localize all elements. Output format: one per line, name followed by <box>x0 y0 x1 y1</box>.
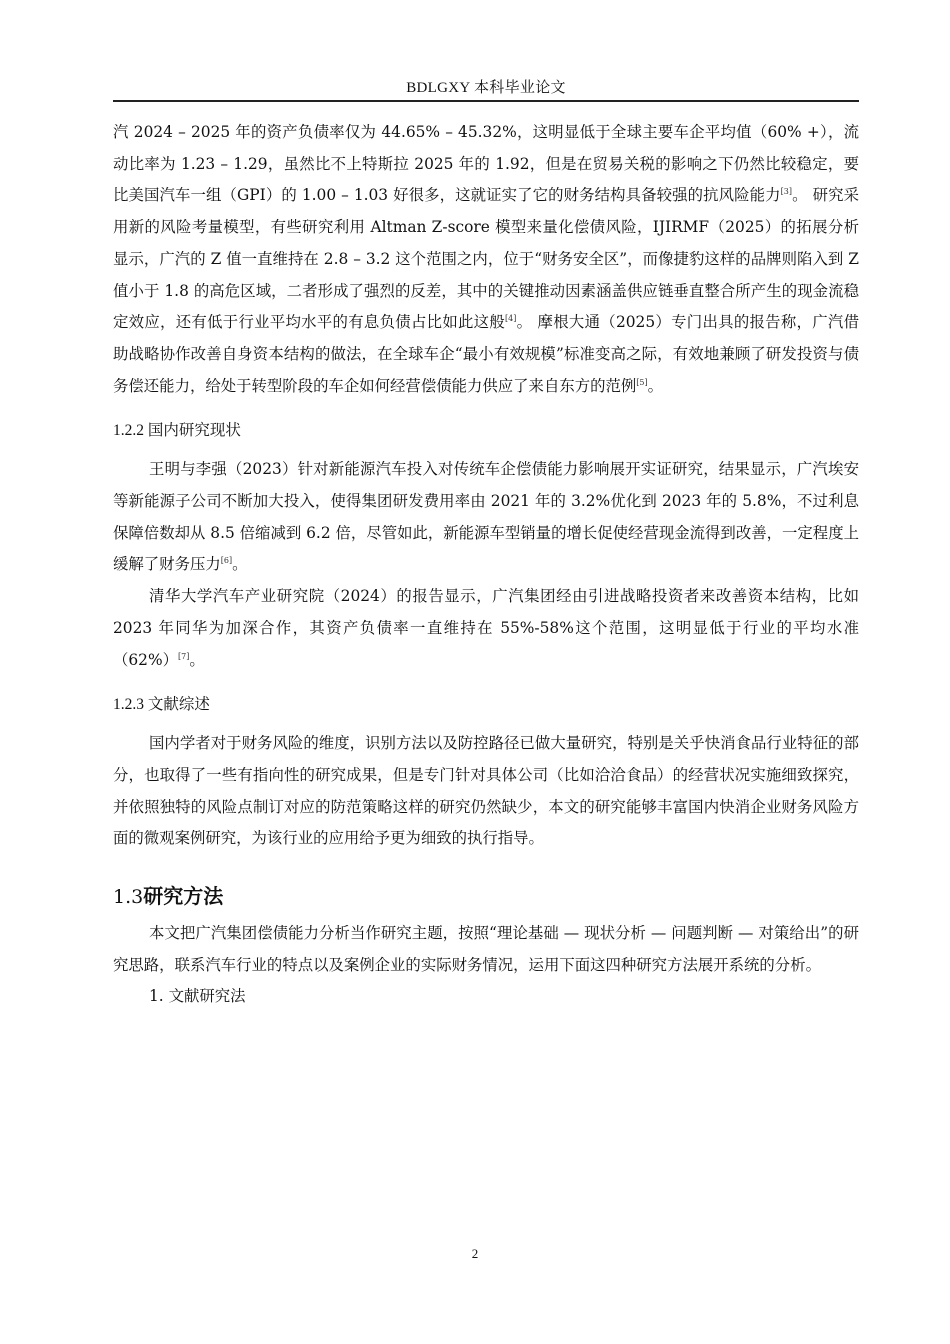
section-heading-1-2-3: 1.2.3 文献综述 <box>113 696 210 714</box>
paragraph-domestic-research-2 <box>113 581 859 676</box>
section-number: 1.3 <box>113 886 144 909</box>
page-body <box>113 117 859 1012</box>
paragraph-text: 清华大学汽车产业研究院（2024）的报告显示，广汽集团经由引进战略投资者来改善资本结构，比如 2023 年同华为加深合作，其资产负债率一直维持在 55%-58%这个范围，这明显低于行业的平均水准（62%） <box>113 587 859 669</box>
paragraph-literature-review: 国内学者对于财务风险的维度，识别方法以及防控路径已做大量研究，特别是关乎快消食品行业特征的部分，也取得了一些有指向性的研究成果，但是专门针对具体公司（比如洽洽食品）的经营状况实施细致探究，并依照独特的风险点制订对应的防范策略这样的研究仍然缺少，本文的研究能够丰富国内快消企业财务风险方面的微观案例研究，为该行业的应用给予更为细致的执行指导。 <box>113 734 859 848</box>
header-rule <box>113 100 859 102</box>
page-number: 2 <box>471 1246 479 1261</box>
section-heading-1-2-2: 1.2.2 国内研究现状 <box>113 422 241 440</box>
page-header: BDLGXY 本科毕业论文 <box>406 80 566 96</box>
paragraph-domestic-research-1 <box>113 454 859 581</box>
paragraph-text: 。 <box>647 376 664 395</box>
citation-ref: [5] <box>636 377 648 387</box>
paragraph-text: 王明与李强（2023）针对新能源汽车投入对传统车企偿债能力影响展开实证研究，结果显示，广汽埃安等新能源子公司不断加大投入，使得集团研发费用率由 2021 年的 3.2%优化到 2023 年的 5.8%，不过利息保障倍数却从 8.5 倍缩减到 6.2 倍，尽管如此，新能源车型销量的增长促使经营现金流得到改善，一定程度上缓解了财务压力 <box>113 460 859 574</box>
paragraph-text: 。 <box>232 555 248 574</box>
citation-ref: [4] <box>505 314 517 324</box>
section-heading-1-3 <box>113 879 859 914</box>
paragraph-research-methods: 本文把广汽集团偿债能力分析当作研究主题，按照“理论基础 — 现状分析 — 问题判断 — 对策给出”的研究思路，联系汽车行业的特点以及案例企业的实际财务情况，运用下面这四种研究方法展开系统的分析。 <box>113 924 859 974</box>
citation-ref: [7] <box>178 651 190 661</box>
paragraph-text: 。 摩根大通（2025）专门出具的报告称，广汽借助战略协作改善自身资本结构的做法，在全球车企“最小有效规模”标准变高之际，有效地兼顾了研发投资与债务偿还能力，给处于转型阶段的车企如何经营偿债能力供应了来自东方的范例 <box>113 313 859 395</box>
section-title: 研究方法 <box>143 884 224 909</box>
paragraph-text: 汽 2024 – 2025 年的资产负债率仅为 44.65% – 45.32%，这明显低于全球主要车企平均值（60% +），流动比率为 1.23 – 1.29，虽然比不上特斯拉 2025 年的 1.92，但是在贸易关税的影响之下仍然比较稳定，要比美国汽车一组（GPI）的 1.00 – 1.03 好很多，这就证实了它的财务结构具备较强的抗风险能力 <box>113 123 859 205</box>
paragraph-international-research <box>113 117 859 402</box>
method-list-item-1: 1. 文献研究法 <box>149 987 246 1006</box>
citation-ref: [6] <box>220 556 233 566</box>
paragraph-text: 。 研究采用新的风险考量模型，有些研究利用 Altman Z-score 模型来量化偿债风险，IJIRMF（2025）的拓展分析显示，广汽的 Z 值一直维持在 2.8 – 3.2 这个范围之内，位于“财务安全区”，而像捷豹这样的品牌则陷入到 Z 值小于 1.8 的高危区域，二者形成了强烈的反差，其中的关键推动因素涵盖供应链垂直整合所产生的现金流稳定效应，还有低于行业平均水平的有息负债占比如此这般 <box>113 186 859 332</box>
citation-ref: [3] <box>780 187 792 197</box>
paragraph-text: 。 <box>189 650 205 669</box>
